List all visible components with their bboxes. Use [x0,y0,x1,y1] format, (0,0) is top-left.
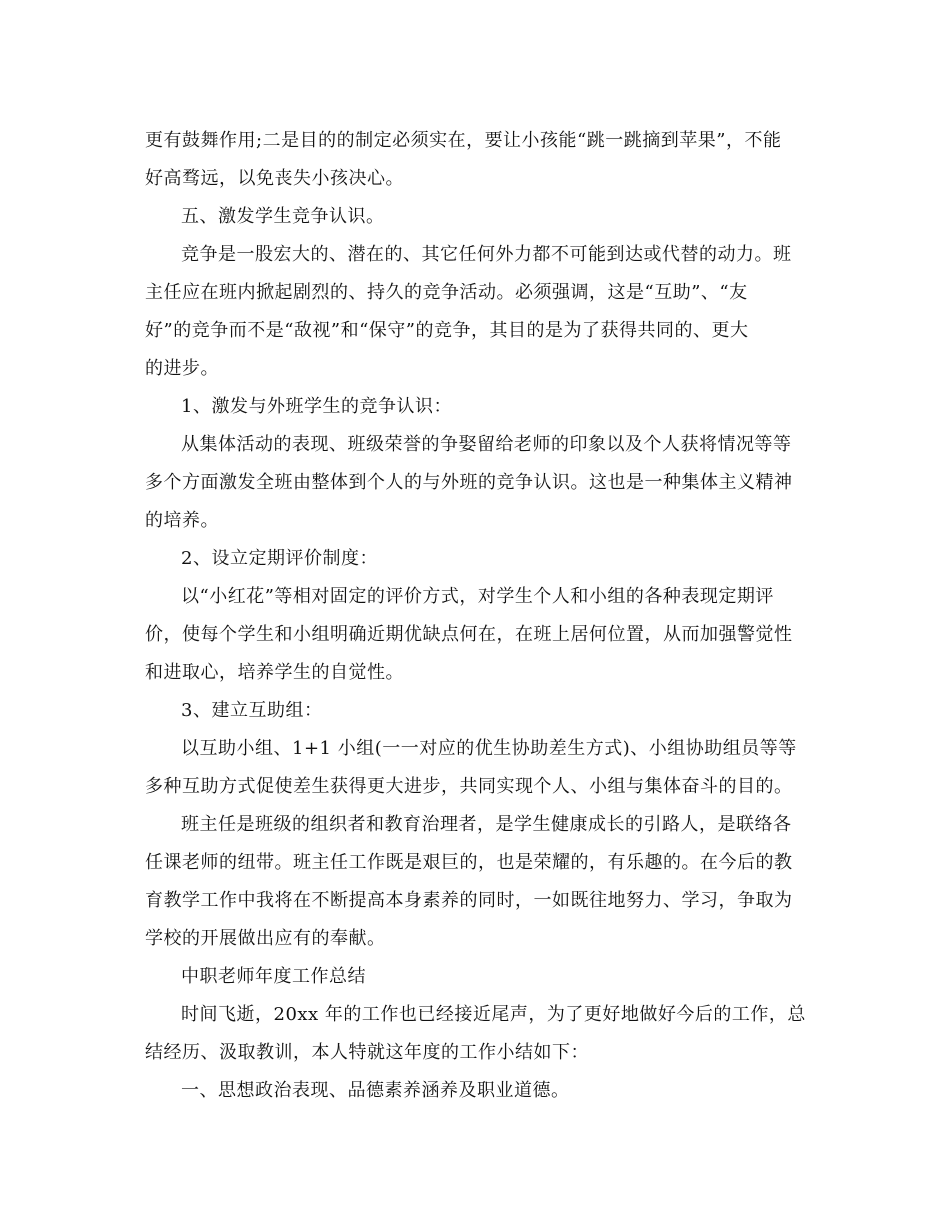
text-line: 多个方面激发全班由整体到个人的与外班的竞争认识。这也是一种集体主义精神 [145,472,793,493]
section-heading: 一、思想政治表现、品德素养涵养及职业道德。 [181,1080,570,1101]
subsection-heading: 3、建立互助组： [181,700,323,721]
text-line: 更有鼓舞作用;二是目的的制定必须实在，要让小孩能“跳一跳摘到苹果”，不能 [145,130,782,151]
text-line: 价，使每个学生和小组明确近期优缺点何在，在班上居何位置，从而加强警觉性 [145,624,793,645]
text-line: 时间飞逝，20xx 年的工作也已经接近尾声，为了更好地做好今后的工作，总 [181,1004,806,1025]
text-line: 好”的竞争而不是“敌视”和“保守”的竞争，其目的是为了获得共同的、更大 [145,320,749,341]
text-line: 以互助小组、1+1 小组(一一对应的优生协助差生方式)、小组协助组员等等 [181,738,797,759]
section-heading: 五、激发学生竞争认识。 [181,206,385,227]
text-line: 以“小红花”等相对固定的评价方式，对学生个人和小组的各种表现定期评 [181,586,774,607]
subsection-heading: 1、激发与外班学生的竞争认识： [181,396,452,417]
text-line: 主任应在班内掀起剧烈的、持久的竞争活动。必须强调，这是“互助”、“友 [145,282,748,303]
text-line: 班主任是班级的组织者和教育治理者，是学生健康成长的引路人，是联络各 [181,814,792,835]
text-line: 从集体活动的表现、班级荣誉的争娶留给老师的印象以及个人获将情况等等 [181,434,792,455]
text-line: 多种互助方式促使差生获得更大进步，共同实现个人、小组与集体奋斗的目的。 [145,776,793,797]
text-line: 结经历、汲取教训，本人特就这年度的工作小结如下： [145,1042,589,1063]
text-line: 竞争是一股宏大的、潜在的、其它任何外力都不可能到达或代替的动力。班 [181,244,792,265]
text-line: 好高骛远，以免丧失小孩决心。 [145,168,404,189]
document-title: 中职老师年度工作总结 [181,966,366,987]
text-line: 任课老师的纽带。班主任工作既是艰巨的，也是荣耀的，有乐趣的。在今后的教 [145,852,793,873]
text-line: 育教学工作中我将在不断提高本身素养的同时，一如既往地努力、学习，争取为 [145,890,793,911]
text-line: 的进步。 [145,358,219,379]
subsection-heading: 2、设立定期评价制度： [181,548,378,569]
text-line: 学校的开展做出应有的奉献。 [145,928,386,949]
text-line: 和进取心，培养学生的自觉性。 [145,662,404,683]
text-line: 的培养。 [145,510,219,531]
